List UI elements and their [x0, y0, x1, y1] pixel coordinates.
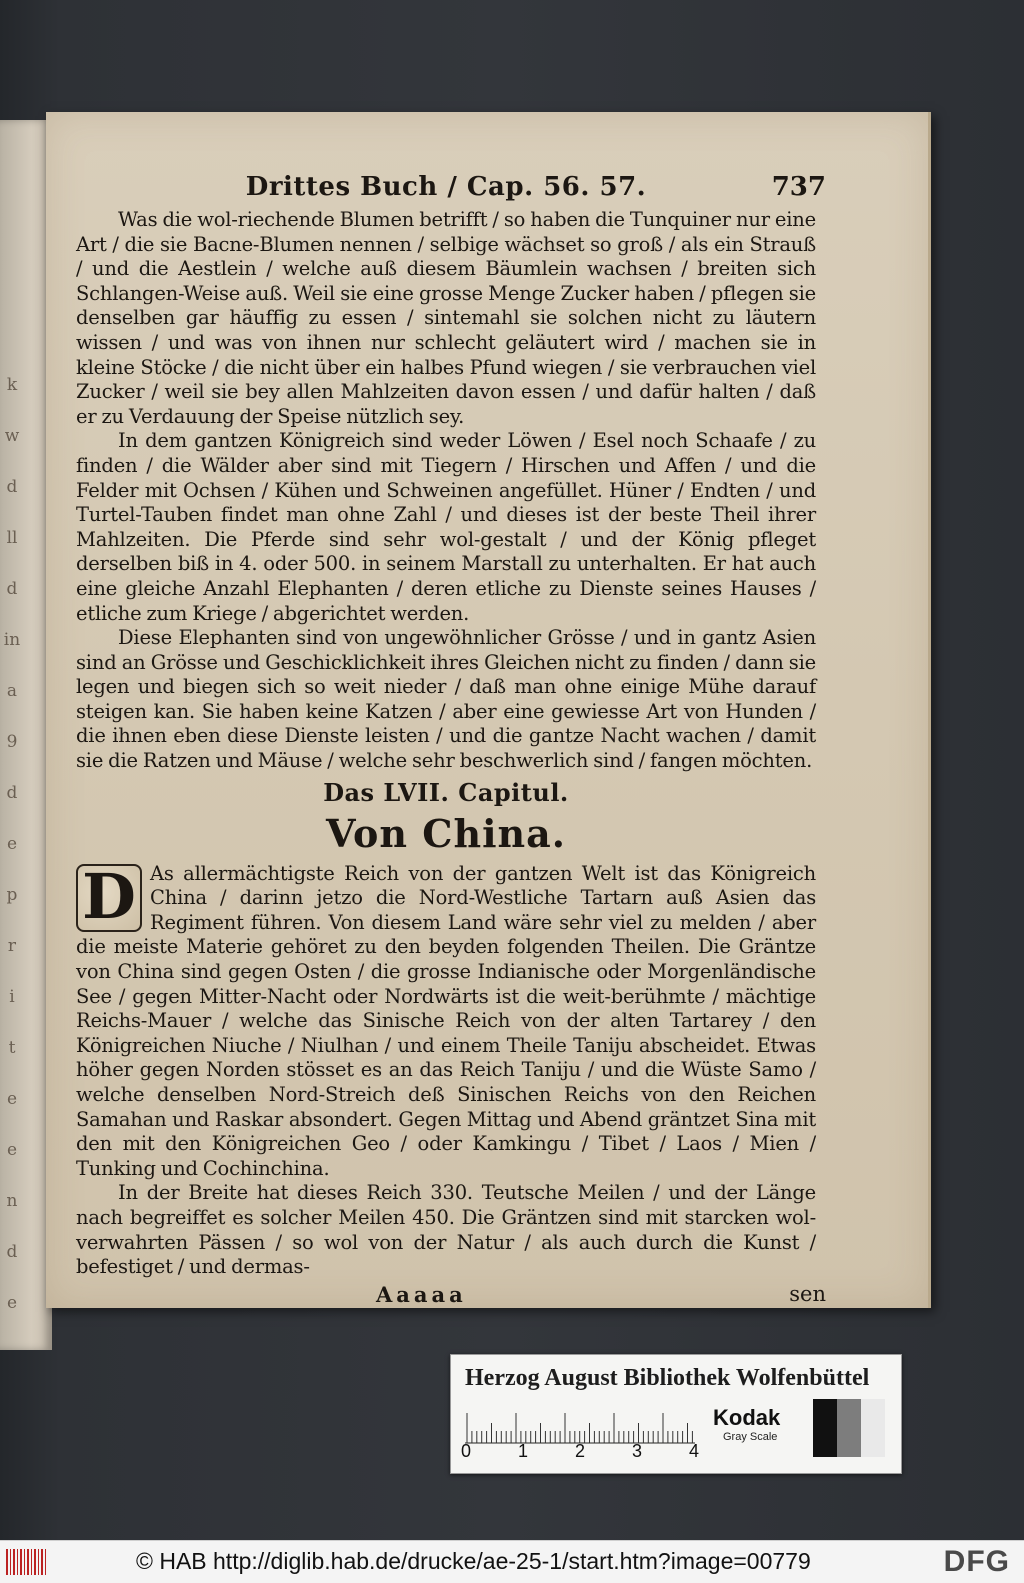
margin-fragment: d — [6, 477, 18, 497]
gray-patch — [813, 1399, 837, 1457]
body-text-top — [76, 208, 816, 774]
margin-fragment: a — [6, 681, 18, 701]
left-page-edge — [0, 120, 52, 1350]
margin-fragment: e — [6, 1140, 18, 1160]
margin-fragment: n — [6, 1191, 18, 1211]
chapter-label: Das LVII. Capitul. — [323, 777, 569, 807]
ruler-scale — [465, 1405, 695, 1445]
margin-fragment: e — [6, 1293, 18, 1313]
margin-fragment: d — [6, 1242, 18, 1262]
ruler-number: 1 — [518, 1441, 529, 1461]
margin-fragment: e — [6, 834, 18, 854]
catchword: sen — [789, 1281, 826, 1306]
margin-fragment: d — [6, 579, 18, 599]
margin-fragment: 9 — [6, 732, 18, 752]
book-page — [46, 112, 931, 1308]
gray-patches — [813, 1399, 885, 1457]
signature-mark: Aaaaa — [376, 1281, 467, 1307]
ruler-numbers — [461, 1441, 701, 1463]
dfg-logo: DFG — [943, 1545, 1010, 1578]
paragraph: As allermächtigste Reich von der gantzen Welt ist das Königreich China / darinn jetzo die Nord-Westliche Tartarn auß Asien das Regiment führen. Von diesem Land wäre sehr viel zu melden / aber die meiste Materie gehöret zu den beyden folgenden Theilen. Die Gräntze von China sind gegen Osten / die grosse Indianische oder Morgenländische See / gegen Mitter-Nacht oder Nordwärts ist die weit-berühmte / mächtige Reichs-Mauer / welche das Sinische Reich von der alten Tartarey / den Königreichen Niuche / Niulhan / und einem Theile Taniju abscheidet. Etwas höher gegen Norden stösset es an das Reich Taniju / und die Wüste Samo / welche denselben Nord-Streich deß Sinischen Reichs von den Reichen Samahan und Raskar absondert. Gegen Mittag und Abend gräntzet Sina mit den mit den Königreichen Geo / oder Kamkingu / Tibet / Laos / Mien / Tunking und Cochinchina. — [76, 861, 816, 1180]
gray-patch — [837, 1399, 861, 1457]
paragraph: Was die wol-riechende Blumen betrifft / so haben die Tunquiner nur eine Art / die sie Bacne-Blumen nennen / selbige wächset so groß / als ein Strauß / und die Aestlein / welche auß diesem Bäumlein wachsen / breiten sich Schlangen-Weise auß. Weil sie eine grosse Menge Zucker haben / pflegen sie denselben gar häuffig zu essen / sintemahl sie solchen nicht zu läutern wissen / und was von ihnen nur schlecht geläutert wird / machen sie in kleine Stöcke / die nicht über ein halbes Pfund wiegen / sie verbrauchen viel Zucker / weil sie bey allen Mahlzeiten davon essen / und dafür halten / daß er zu Verdauung der Speise nützlich sey. — [76, 208, 816, 428]
gray-patch — [861, 1399, 885, 1457]
margin-fragment: k — [6, 375, 18, 395]
margin-fragment: i — [9, 987, 15, 1007]
page-header — [76, 172, 826, 208]
paragraph: Diese Elephanten sind von ungewöhnlicher Grösse / und in gantz Asien sind an Grösse und Geschicklichkeit ihres Gleichen nicht zu finden / dann sie legen und biegen sich so weit nieder / daß man ohne einige Mühe darauf steigen kan. Sie haben keine Katzen / aber eine gewiesse Art von Hunden / die ihnen eben diese Dienste leisten / und die gantze Nacht wachen / damit sie die Ratzen und Mäuse / welche sehr beschwerlich sind / fangen möchten. — [76, 626, 816, 773]
page-number: 737 — [771, 172, 826, 202]
footer-bar — [0, 1540, 1024, 1583]
body-text-chapter — [76, 859, 816, 1280]
margin-fragment: w — [4, 426, 20, 446]
margin-fragment: e — [6, 1089, 18, 1109]
kodak-logo: Kodak — [713, 1405, 781, 1430]
drop-cap-initial: D — [76, 864, 142, 932]
margin-fragment: p — [6, 885, 18, 905]
ruler-number: 2 — [575, 1441, 586, 1461]
ruler-number: 3 — [632, 1441, 643, 1461]
library-name: Herzog August Bibliothek Wolfenbüttel — [465, 1365, 870, 1391]
chapter-title: Von China. — [326, 810, 566, 856]
ruler-number: 4 — [689, 1441, 700, 1461]
left-margin-fragments — [2, 360, 22, 1329]
margin-fragment: r — [7, 936, 17, 956]
page-footer-marks — [76, 1281, 826, 1310]
margin-fragment: d — [6, 783, 18, 803]
text-block — [76, 172, 826, 1310]
margin-fragment: t — [8, 1038, 16, 1058]
barcode-icon — [6, 1549, 46, 1575]
paragraph: In dem gantzen Königreich sind weder Löwen / Esel noch Schaafe / zu finden / die Wälder aber sind mit Tiegern / Hirschen und Affen / und die Felder mit Ochsen / Kühen und Schweinen angefüllet. Hüner / Endten / und Turtel-Tauben findet man ohne Zahl / und dieses ist der beste Theil ihrer Mahlzeiten. Die Pferde sind sehr wol-gestalt / und der König pfleget derselben biß in 4. oder 500. in seinem Marstall zu unterhalten. Er hat auch eine gleiche Anzahl Elephanten / deren etliche zu Dienste seines Hauses / etliche zum Kriege / abgerichtet werden. — [76, 429, 816, 625]
margin-fragment: in — [3, 630, 21, 650]
margin-fragment: ll — [6, 528, 18, 548]
ruler-number: 0 — [461, 1441, 472, 1461]
footer-url[interactable]: © HAB http://diglib.hab.de/drucke/ae-25-1/start.htm?image=00779 — [136, 1548, 811, 1574]
paragraph: In der Breite hat dieses Reich 330. Teutsche Meilen / und der Länge nach begreiffet es solcher Meilen 450. Die Gräntzen sind mit starcken wol-verwahrten Pässen / so wol von der Natur / als auch durch die Kunst / befestiget / und dermas- — [76, 1181, 816, 1279]
color-calibration-card — [450, 1354, 902, 1474]
gray-scale-label: Gray Scale — [723, 1431, 778, 1443]
running-head: Drittes Buch / Cap. 56. 57. — [245, 172, 647, 202]
